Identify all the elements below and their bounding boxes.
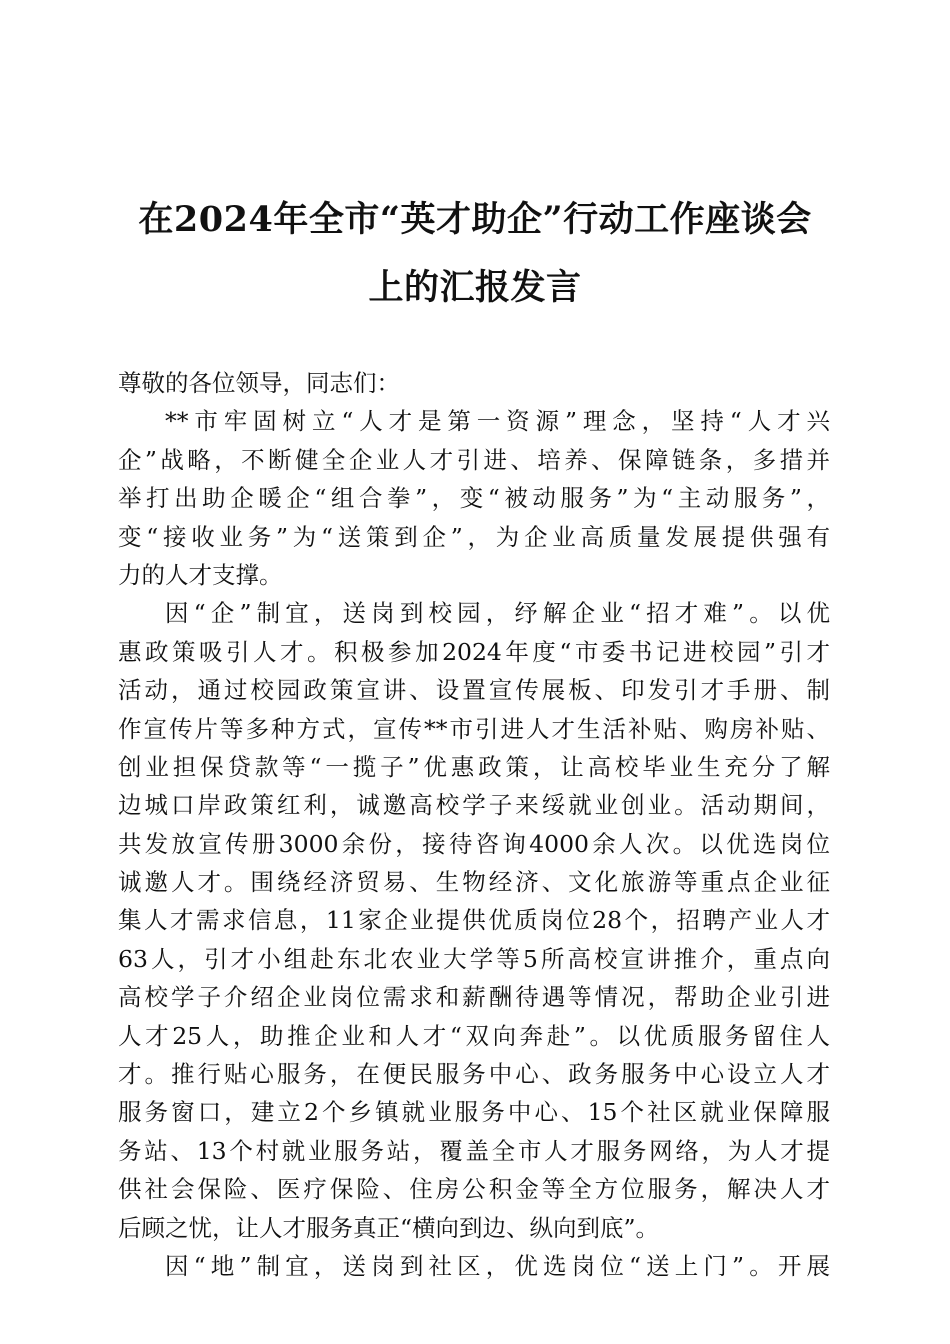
paragraph-2-line: 供社会保险、医疗保险、住房公积金等全方位服务，解决人才 [118,1175,830,1204]
paragraph-2-line: 才。推行贴心服务，在便民服务中心、政务服务中心设立人才 [118,1060,830,1089]
paragraph-2-line: 因“企”制宜，送岗到校园，纾解企业“招才难”。以优 [165,599,830,628]
paragraph-3-line: 因“地”制宜，送岗到社区，优选岗位“送上门”。开展 [165,1251,830,1280]
paragraph-1-line: 企”战略，不断健全企业人才引进、培养、保障链条，多措并 [118,445,830,474]
document-body [118,364,830,1285]
paragraph-2-line: 后顾之忧，让人才服务真正“横向到边、纵向到底”。 [118,1213,660,1242]
paragraph-2-line: 诚邀人才。围绕经济贸易、生物经济、文化旅游等重点企业征 [118,868,830,897]
paragraph-1-line: 举打出助企暖企“组合拳”，变“被动服务”为“主动服务”， [118,484,830,513]
paragraph-2-line: 惠政策吸引人才。积极参加2024年度“市委书记进校园”引才 [118,637,830,666]
paragraph-2-line: 共发放宣传册3000余份，接待咨询4000余人次。以优选岗位 [118,829,830,858]
paragraph-2-line: 63人，引才小组赴东北农业大学等5所高校宣讲推介，重点向 [118,944,830,973]
paragraph-2-line: 人才25人，助推企业和人才“双向奔赴”。以优质服务留住人 [118,1021,830,1050]
title-line-1: 在2024年全市“英才助企”行动工作座谈会 [138,199,812,240]
paragraph-2-line: 活动，通过校园政策宣讲、设置宣传展板、印发引才手册、制 [118,676,830,705]
paragraph-2-line: 务站、13个村就业服务站，覆盖全市人才服务网络，为人才提 [118,1136,830,1165]
title-line-2: 上的汇报发言 [368,267,582,308]
paragraph-2-line: 作宣传片等多种方式，宣传**市引进人才生活补贴、购房补贴、 [118,714,830,743]
paragraph-2-line: 边城口岸政策红利，诚邀高校学子来绥就业创业。活动期间， [118,791,830,820]
paragraph-1-line: **市牢固树立“人才是第一资源”理念，坚持“人才兴 [165,407,830,436]
paragraph-2-line: 服务窗口，建立2个乡镇就业服务中心、15个社区就业保障服 [118,1098,830,1127]
paragraph-2-line: 创业担保贷款等“一揽子”优惠政策，让高校毕业生充分了解 [118,752,830,781]
paragraph-2-line: 高校学子介绍企业岗位需求和薪酬待遇等情况，帮助企业引进 [118,983,830,1012]
paragraph-1-line: 力的人才支撑。 [118,560,283,589]
paragraph-1-line: 变“接收业务”为“送策到企”，为企业高质量发展提供强有 [118,522,830,551]
paragraph-2-line: 集人才需求信息，11家企业提供优质岗位28个，招聘产业人才 [118,906,830,935]
salutation: 尊敬的各位领导，同志们： [118,369,400,397]
